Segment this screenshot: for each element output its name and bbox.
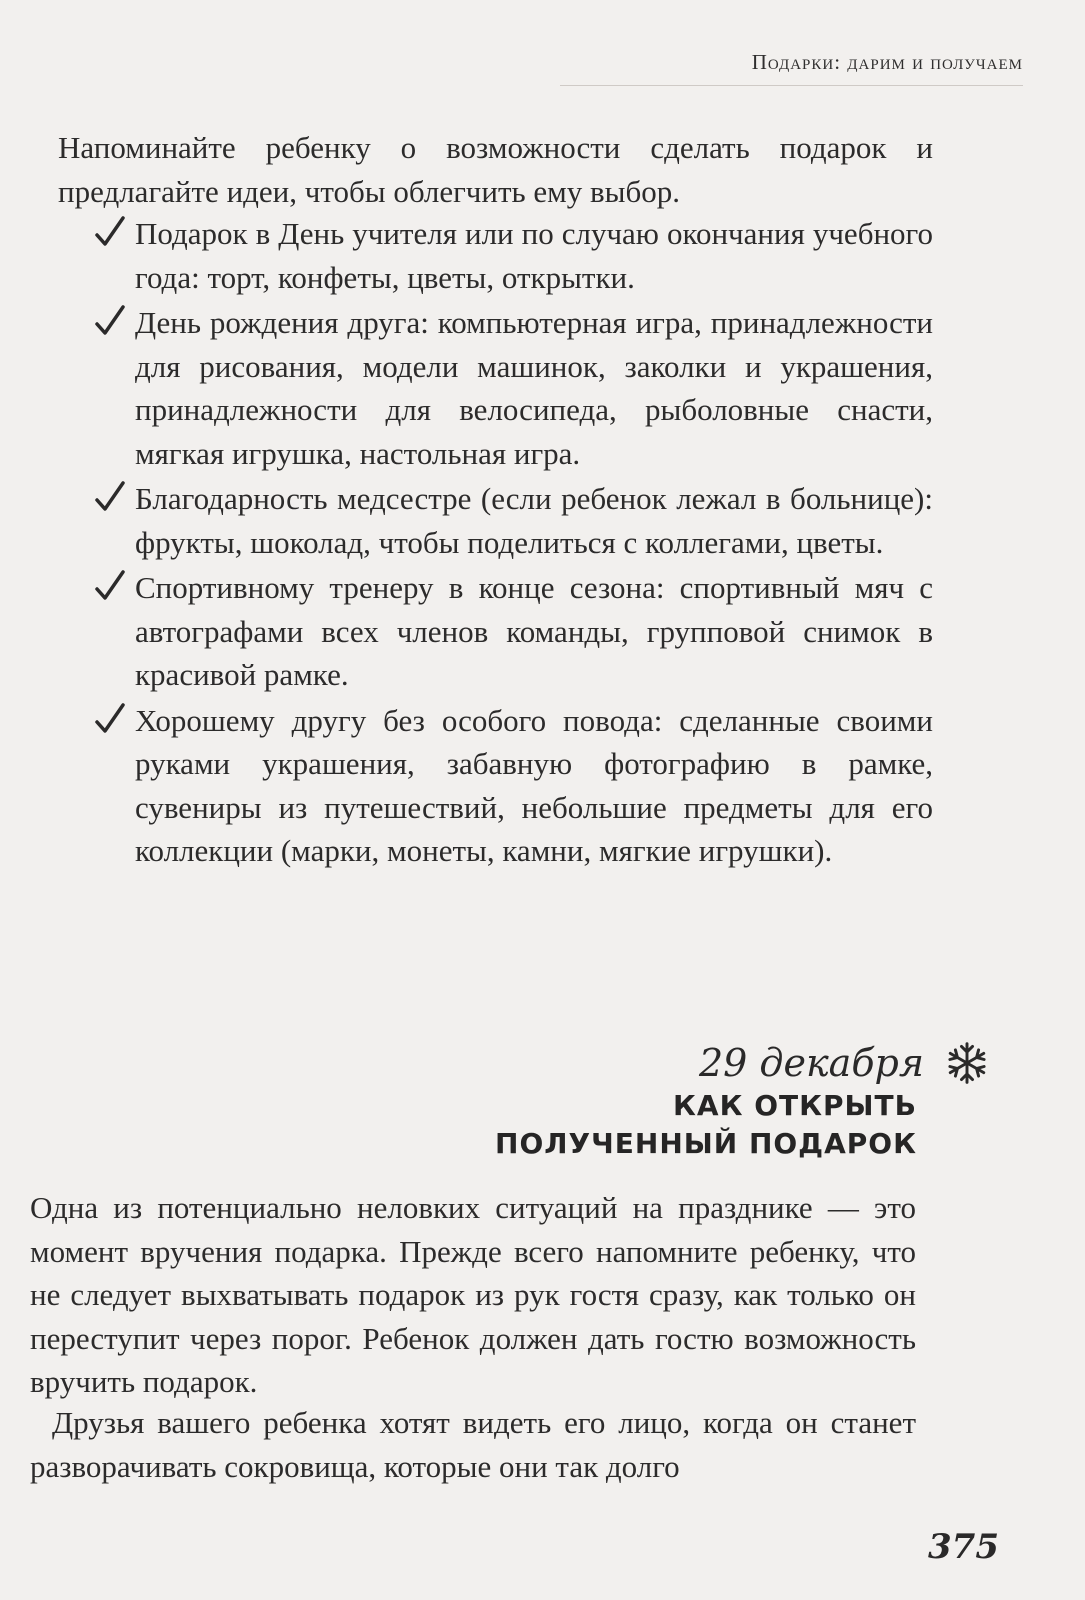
checkmark-icon bbox=[95, 215, 125, 249]
list-item bbox=[95, 566, 933, 697]
entry-date: 29 декабря bbox=[698, 1041, 924, 1085]
page-number: 375 bbox=[928, 1527, 999, 1567]
list-item-text: Благодарность медсестре (если ребенок лежал в больнице): фрукты, шоколад, чтобы поделиться с коллегами, цветы. bbox=[135, 481, 933, 560]
list-item bbox=[95, 477, 933, 564]
list-item-text: Подарок в День учителя или по случаю окончания учебного года: торт, конфеты, цветы, открытки. bbox=[135, 216, 933, 295]
checkmark-icon bbox=[95, 480, 125, 514]
list-item bbox=[95, 212, 933, 299]
header-rule bbox=[560, 85, 1023, 86]
date-heading bbox=[699, 1040, 990, 1086]
gift-ideas-list bbox=[95, 212, 933, 875]
section-title-line: КАК ОТКРЫТЬ bbox=[673, 1089, 917, 1122]
list-item-text: День рождения друга: компьютерная игра, принадлежности для рисования, модели машинок, заколки и украшения, принадлежности для велосипеда, рыболовные снасти, мягкая игрушка, настольная игра. bbox=[135, 305, 933, 471]
body-paragraph: Одна из потенциально неловких ситуаций на празднике — это момент вручения подарка. Прежде всего напомните ребенку, что не следует выхватывать подарок из рук гостя сразу, как только он переступит через порог. Ребенок должен дать гостю возможность вручить подарок. bbox=[30, 1190, 916, 1399]
checkmark-icon bbox=[95, 702, 125, 736]
running-header: Подарки: дарим и получаем bbox=[751, 50, 1023, 74]
list-item-text: Спортивному тренеру в конце сезона: спортивный мяч с автографами всех членов команды, групповой снимок в красивой рамке. bbox=[135, 570, 933, 692]
list-item-text: Хорошему другу без особого повода: сделанные своими руками украшения, забавную фотографию в рамке, сувениры из путешествий, небольшие предметы для его коллекции (марки, монеты, камни, мягкие игрушки). bbox=[135, 702, 933, 868]
section-title-line: ПОЛУЧЕННЫЙ ПОДАРОК bbox=[495, 1127, 917, 1160]
list-item bbox=[95, 699, 933, 873]
list-item bbox=[95, 301, 933, 475]
checkmark-icon bbox=[95, 569, 125, 603]
intro-paragraph: Напоминайте ребенку о возможности сделать подарок и предлагайте идеи, чтобы облегчить ему выбор. bbox=[58, 130, 933, 209]
snowflake-icon bbox=[944, 1040, 990, 1086]
section-title bbox=[495, 1087, 917, 1163]
body-paragraph: Друзья вашего ребенка хотят видеть его лицо, когда он станет разворачивать сокровища, которые они так долго bbox=[30, 1405, 916, 1484]
checkmark-icon bbox=[95, 304, 125, 338]
